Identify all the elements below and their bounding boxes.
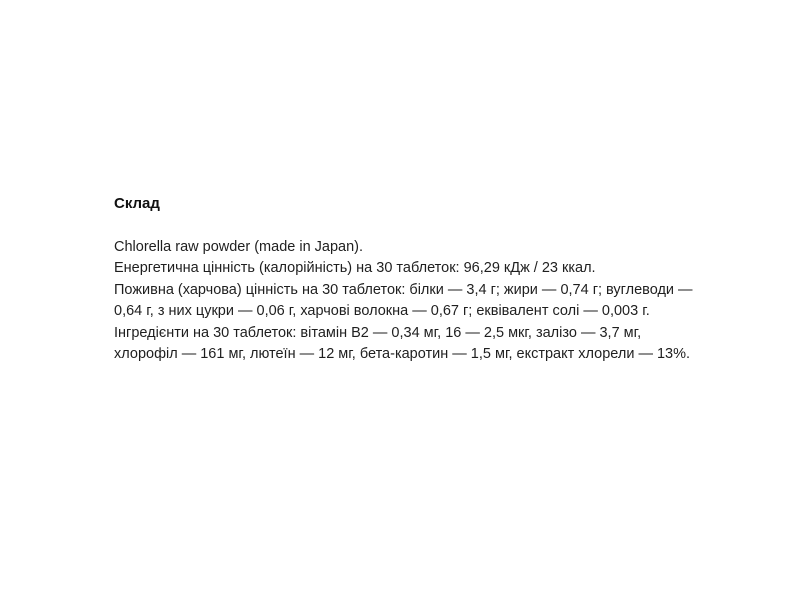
composition-section bbox=[114, 193, 704, 365]
product-origin-line: Chlorella raw powder (made in Japan). bbox=[114, 239, 364, 255]
composition-text bbox=[114, 237, 704, 365]
ingredients-line: Інгредієнти на 30 таблеток: вітамін B2 — 0,34 мг, 16 — 2,5 мкг, залізо — 3,7 мг, хлорофіл — 161 мг, лютеїн — 12 мг, бета-каротин — 1,5 мг, екстракт хлорели — 13%. bbox=[114, 324, 691, 363]
nutritional-value-line: Поживна (харчова) цінність на 30 таблеток: білки — 3,4 г; жири — 0,74 г; вуглеводи — 0,64 г, з них цукри — 0,06 г, харчові волокна — 0,67 г; еквівалент солі — 0,003 г. bbox=[114, 281, 693, 320]
composition-title: Склад bbox=[114, 195, 160, 212]
energy-value-line: Енергетична цінність (калорійність) на 30 таблеток: 96,29 кДж / 23 ккал. bbox=[114, 260, 596, 277]
